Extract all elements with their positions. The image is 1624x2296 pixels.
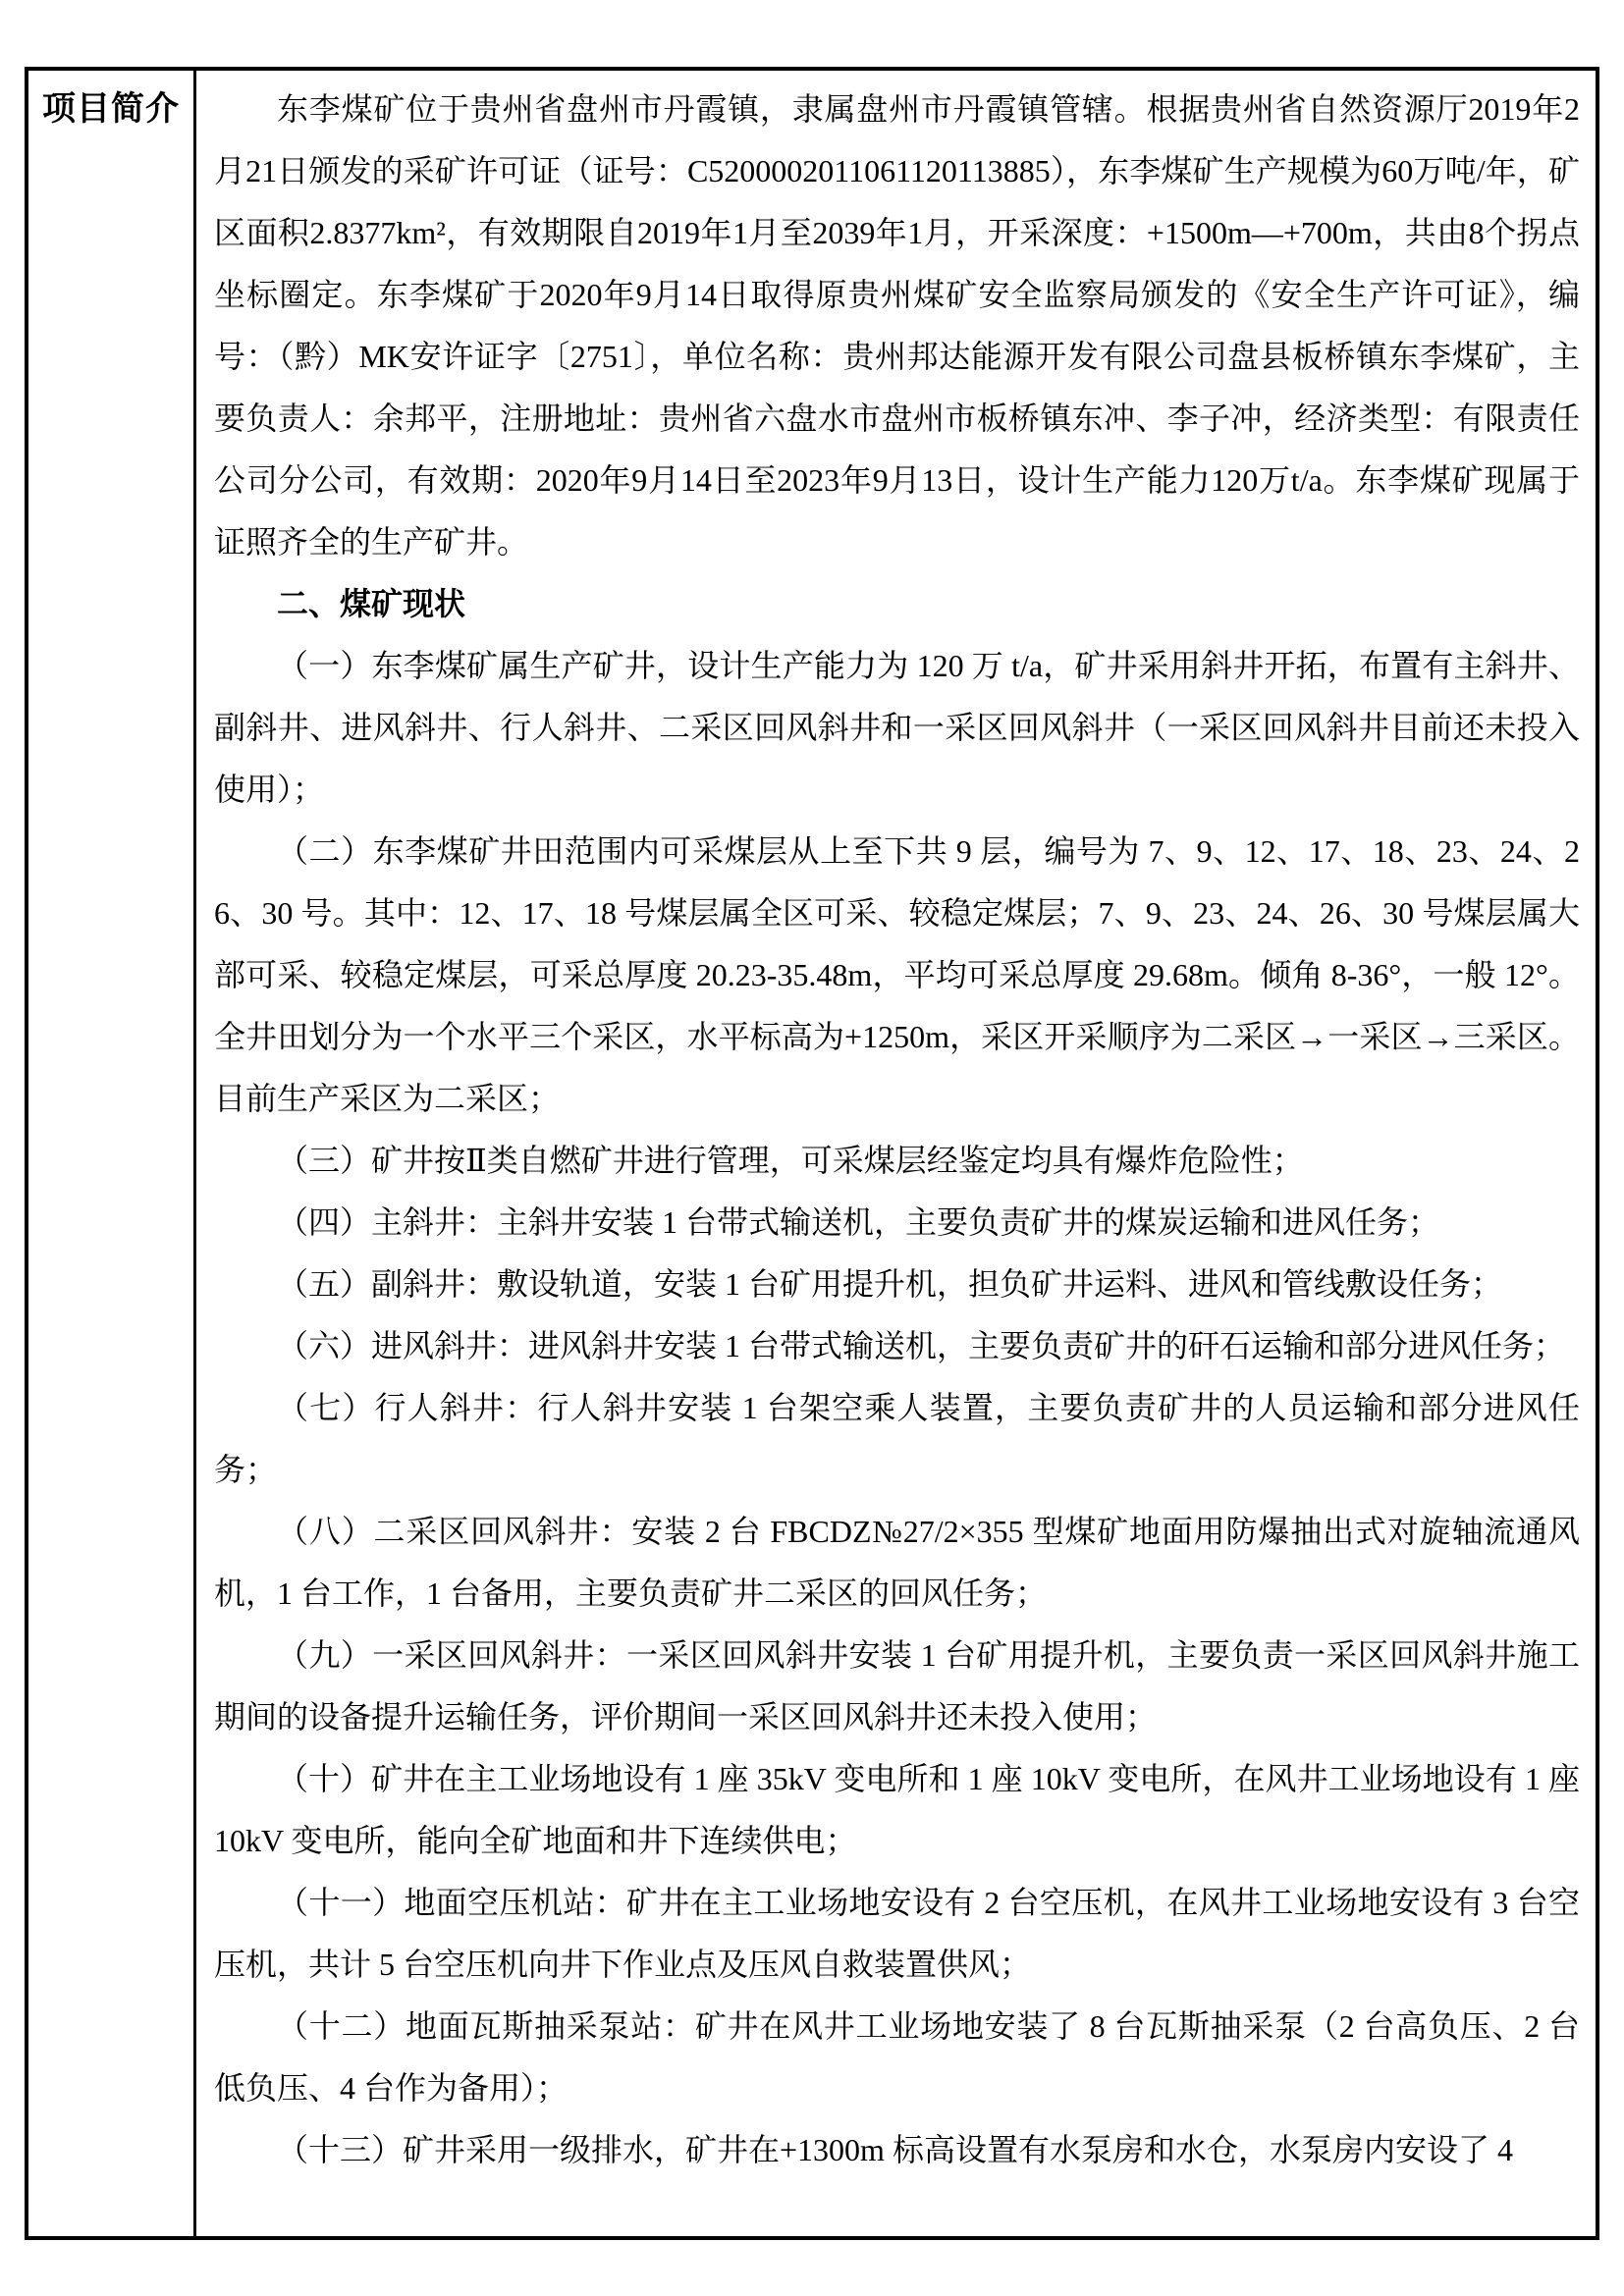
list-item-7: （七）行人斜井：行人斜井安装 1 台架空乘人装置，主要负责矿井的人员运输和部分进风任务；: [214, 1390, 1580, 1487]
row-header-label: 项目简介: [42, 91, 180, 128]
project-intro-table: [25, 67, 1599, 2240]
row-header-cell: [28, 71, 196, 2236]
list-item-2: （二）东李煤矿井田范围内可采煤层从上至下共 9 层，编号为 7、9、12、17、18、23、24、26、30 号。其中：12、17、18 号煤层属全区可采、较稳定煤层；7、9、23、24、26、30 号煤层属大部可采、较稳定煤层，可采总厚度 20.23-35.48m，平均可采总厚度 29.68m。倾角 8-36°，一般 12°。全井田划分为一个水平三个采区，水平标高为+1250m，采区开采顺序为二采区→一采区→三采区。目前生产采区为二采区；: [214, 833, 1580, 1116]
intro-paragraph: 东李煤矿位于贵州省盘州市丹霞镇，隶属盘州市丹霞镇管辖。根据贵州省自然资源厅2019年2月21日颁发的采矿许可证（证号：C5200002011061120113885），东李煤矿生产规模为60万吨/年，矿区面积2.8377km²，有效期限自2019年1月至2039年1月，开采深度：+1500m—+700m，共由8个拐点坐标圈定。东李煤矿于2020年9月14日取得原贵州煤矿安全监察局颁发的《安全生产许可证》，编号：（黔）MK安许证字〔2751〕，单位名称：贵州邦达能源开发有限公司盘县板桥镇东李煤矿，主要负责人：余邦平，注册地址：贵州省六盘水市盘州市板桥镇东冲、李子冲，经济类型：有限责任公司分公司，有效期：2020年9月14日至2023年9月13日，设计生产能力120万t/a。东李煤矿现属于证照齐全的生产矿井。: [214, 91, 1580, 560]
list-item-12: （十二）地面瓦斯抽采泵站：矿井在风井工业场地安装了 8 台瓦斯抽采泵（2 台高负压、2 台低负压、4 台作为备用）；: [214, 2008, 1580, 2106]
list-item-5: （五）副斜井：敷设轨道，安装 1 台矿用提升机，担负矿井运料、进风和管线敷设任务；: [277, 1266, 1503, 1302]
list-item-4: （四）主斜井：主斜井安装 1 台带式输送机，主要负责矿井的煤炭运输和进风任务；: [277, 1204, 1440, 1240]
list-item-13: （十三）矿井采用一级排水，矿井在+1300m 标高设置有水泵房和水仓，水泵房内安设了 4: [277, 2132, 1513, 2167]
list-item-11: （十一）地面空压机站：矿井在主工业场地安设有 2 台空压机，在风井工业场地安设有 3 台空压机，共计 5 台空压机向井下作业点及压风自救装置供风；: [214, 1885, 1580, 1982]
list-item-9: （九）一采区回风斜井：一采区回风斜井安装 1 台矿用提升机，主要负责一采区回风斜井施工期间的设备提升运输任务，评价期间一采区回风斜井还未投入使用；: [214, 1637, 1580, 1735]
list-item-10: （十）矿井在主工业场地设有 1 座 35kV 变电所和 1 座 10kV 变电所，在风井工业场地设有 1 座 10kV 变电所，能向全矿地面和井下连续供电；: [214, 1761, 1580, 1858]
content-cell: [196, 71, 1596, 2236]
list-item-1: （一）东李煤矿属生产矿井，设计生产能力为 120 万 t/a，矿井采用斜井开拓，布置有主斜井、副斜井、进风斜井、行人斜井、二采区回风斜井和一采区回风斜井（一采区回风斜井目前还未投入使用）；: [214, 648, 1580, 807]
list-item-3: （三）矿井按Ⅱ类自燃矿井进行管理，可采煤层经鉴定均具有爆炸危险性；: [277, 1143, 1304, 1178]
section-heading: 二、煤矿现状: [277, 586, 466, 621]
list-item-8: （八）二采区回风斜井：安装 2 台 FBCDZ№27/2×355 型煤矿地面用防爆抽出式对旋轴流通风机，1 台工作，1 台备用，主要负责矿井二采区的回风任务；: [214, 1514, 1580, 1611]
list-item-6: （六）进风斜井：进风斜井安装 1 台带式输送机，主要负责矿井的矸石运输和部分进风任务；: [277, 1328, 1566, 1363]
